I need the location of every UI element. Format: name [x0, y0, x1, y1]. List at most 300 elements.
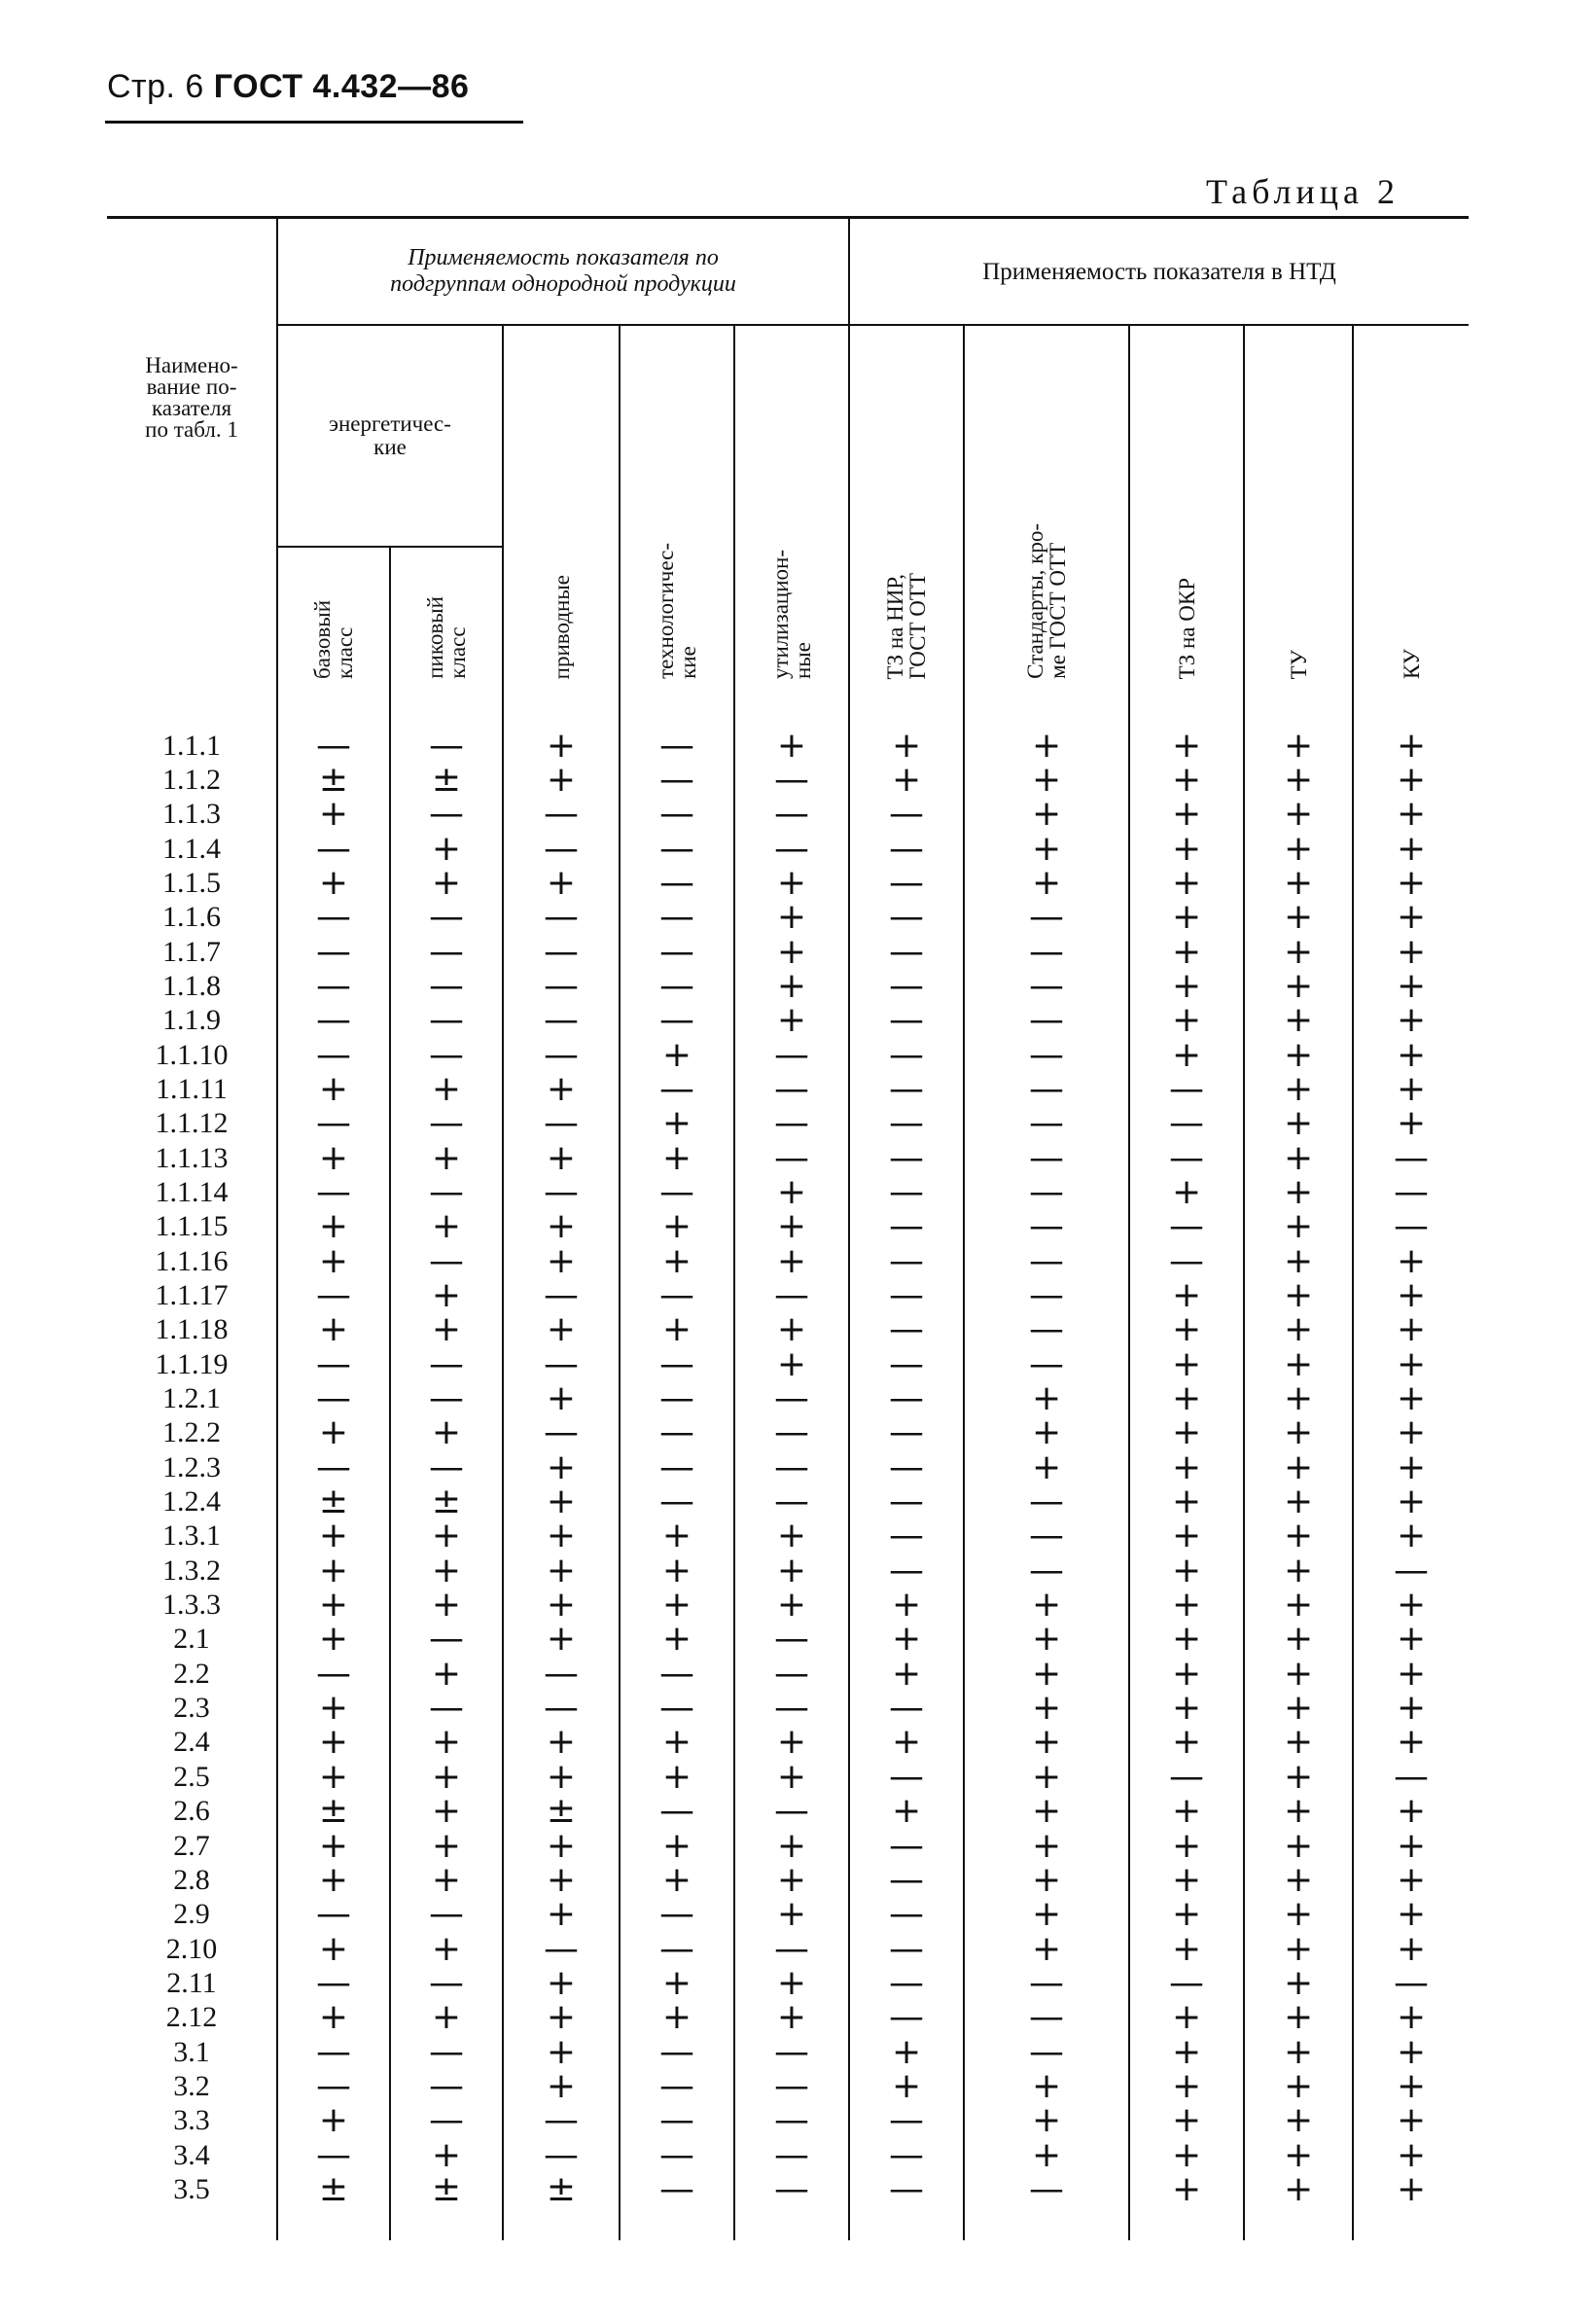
cell-ku: +	[1353, 1657, 1469, 1691]
cell-standards: —	[964, 1209, 1129, 1243]
cell-tz-nir: —	[849, 1209, 964, 1243]
cell-tu: +	[1244, 1037, 1353, 1071]
cell-drive: +	[503, 1381, 620, 1415]
cell-standards: +	[964, 1450, 1129, 1484]
group-header-products: Применяемость показателя по подгруппам однородной продукции	[277, 218, 849, 326]
cell-ku: +	[1353, 1622, 1469, 1656]
cell-peak-class: +	[390, 1278, 503, 1312]
cell-base-class: —	[277, 1175, 390, 1209]
cell-technological: —	[620, 2172, 734, 2206]
table-row	[107, 1691, 1469, 1725]
cell-technological: —	[620, 1003, 734, 1037]
cell-tz-okr: +	[1129, 763, 1244, 797]
cell-peak-class: +	[390, 1072, 503, 1106]
cell-tz-nir: —	[849, 1931, 964, 1965]
cell-tz-okr: —	[1129, 1106, 1244, 1140]
cell-tz-nir: —	[849, 969, 964, 1003]
cell-tz-okr: +	[1129, 1828, 1244, 1862]
cell-technological: —	[620, 797, 734, 831]
cell-utilization: —	[734, 1794, 849, 1828]
cell-drive: +	[503, 1518, 620, 1553]
header-separator	[107, 694, 1469, 728]
table-row	[107, 1037, 1469, 1071]
cell-standards: —	[964, 1106, 1129, 1140]
cell-utilization: +	[734, 969, 849, 1003]
cell-standards: +	[964, 1863, 1129, 1897]
cell-utilization: +	[734, 934, 849, 968]
cell-utilization: +	[734, 1588, 849, 1622]
cell-tu: +	[1244, 1140, 1353, 1174]
cell-standards: +	[964, 2137, 1129, 2171]
cell-technological: +	[620, 1037, 734, 1071]
table-row	[107, 1657, 1469, 1691]
table-row	[107, 1760, 1469, 1794]
cell-utilization: +	[734, 1966, 849, 2000]
cell-tu: +	[1244, 1931, 1353, 1965]
cell-tz-okr: +	[1129, 1691, 1244, 1725]
cell-ku: +	[1353, 1518, 1469, 1553]
table-row	[107, 1622, 1469, 1656]
cell-tz-okr: +	[1129, 2000, 1244, 2034]
cell-tz-nir: —	[849, 900, 964, 934]
cell-peak-class: —	[390, 1622, 503, 1656]
cell-tz-okr: +	[1129, 2034, 1244, 2068]
cell-technological: —	[620, 1278, 734, 1312]
cell-drive: —	[503, 1931, 620, 1965]
cell-standards: +	[964, 1828, 1129, 1862]
cell-ku: +	[1353, 1725, 1469, 1759]
row-name-cell: 1.1.11	[156, 1072, 228, 1105]
cell-base-class: +	[277, 1554, 390, 1588]
table-row	[107, 1106, 1469, 1140]
cell-drive: +	[503, 1966, 620, 2000]
cell-tz-nir: —	[849, 1966, 964, 2000]
cell-drive: +	[503, 1450, 620, 1484]
row-name-cell: 2.5	[173, 1760, 210, 1793]
row-name-cell: 1.3.1	[162, 1519, 221, 1553]
cell-technological: +	[620, 1828, 734, 1862]
cell-drive: +	[503, 866, 620, 900]
cell-peak-class: +	[390, 2137, 503, 2171]
table-row	[107, 1518, 1469, 1553]
cell-base-class: +	[277, 1518, 390, 1553]
cell-drive: —	[503, 934, 620, 968]
cell-standards: —	[964, 1484, 1129, 1518]
cell-base-class: +	[277, 866, 390, 900]
cell-standards: —	[964, 1278, 1129, 1312]
cell-drive: +	[503, 728, 620, 762]
cell-peak-class: —	[390, 934, 503, 968]
cell-ku: +	[1353, 1312, 1469, 1346]
cell-standards: —	[964, 1347, 1129, 1381]
cell-standards: +	[964, 1760, 1129, 1794]
cell-technological: —	[620, 1691, 734, 1725]
cell-tz-okr: +	[1129, 934, 1244, 968]
table-row	[107, 1209, 1469, 1243]
cell-tz-nir: +	[849, 2069, 964, 2103]
table-row	[107, 2000, 1469, 2034]
cell-utilization: +	[734, 900, 849, 934]
standard-number: ГОСТ 4.432—86	[213, 68, 470, 105]
table-row	[107, 1450, 1469, 1484]
cell-peak-class: —	[390, 1691, 503, 1725]
cell-utilization: +	[734, 728, 849, 762]
cell-tu: +	[1244, 2172, 1353, 2206]
cell-base-class: —	[277, 969, 390, 1003]
cell-drive: +	[503, 1863, 620, 1897]
cell-tz-okr: +	[1129, 1347, 1244, 1381]
cell-peak-class: —	[390, 1244, 503, 1278]
cell-drive: —	[503, 831, 620, 865]
cell-utilization: +	[734, 1725, 849, 1759]
cell-peak-class: +	[390, 866, 503, 900]
row-name-cell: 1.1.15	[155, 1210, 229, 1243]
table-row	[107, 1828, 1469, 1862]
cell-technological: +	[620, 1863, 734, 1897]
table-row	[107, 2137, 1469, 2171]
cell-drive: +	[503, 2000, 620, 2034]
cell-ku: +	[1353, 2034, 1469, 2068]
cell-utilization: —	[734, 1691, 849, 1725]
cell-peak-class: —	[390, 900, 503, 934]
cell-utilization: —	[734, 763, 849, 797]
cell-tz-okr: +	[1129, 1518, 1244, 1553]
row-name-cell: 1.1.16	[155, 1244, 229, 1277]
cell-drive: —	[503, 969, 620, 1003]
cell-ku: —	[1353, 1175, 1469, 1209]
cell-ku: +	[1353, 900, 1469, 934]
cell-base-class: —	[277, 1897, 390, 1931]
cell-technological: —	[620, 1415, 734, 1449]
cell-peak-class: —	[390, 969, 503, 1003]
cell-base-class: +	[277, 2000, 390, 2034]
table-row	[107, 1484, 1469, 1518]
row-name-cell: 2.6	[173, 1795, 210, 1828]
cell-tz-okr: +	[1129, 1794, 1244, 1828]
column-header-tu: ТУ	[1244, 325, 1353, 694]
cell-technological: +	[620, 1244, 734, 1278]
cell-ku: +	[1353, 1450, 1469, 1484]
row-name-cell: 1.1.8	[162, 969, 221, 1002]
cell-peak-class: +	[390, 1588, 503, 1622]
cell-tz-nir: —	[849, 1106, 964, 1140]
cell-tz-okr: +	[1129, 1588, 1244, 1622]
table-row	[107, 797, 1469, 831]
cell-standards: +	[964, 2069, 1129, 2103]
cell-tu: +	[1244, 797, 1353, 831]
cell-utilization: +	[734, 2000, 849, 2034]
cell-technological: —	[620, 1450, 734, 1484]
cell-drive: +	[503, 1588, 620, 1622]
cell-drive: +	[503, 1622, 620, 1656]
cell-peak-class: ±	[390, 763, 503, 797]
row-name-cell: 2.4	[173, 1726, 210, 1759]
cell-technological: —	[620, 1381, 734, 1415]
cell-tz-nir: —	[849, 2000, 964, 2034]
cell-ku: +	[1353, 1588, 1469, 1622]
cell-standards: +	[964, 1897, 1129, 1931]
cell-utilization: +	[734, 1828, 849, 1862]
cell-tz-okr: +	[1129, 900, 1244, 934]
cell-drive: —	[503, 1415, 620, 1449]
cell-technological: —	[620, 866, 734, 900]
cell-tz-okr: +	[1129, 1657, 1244, 1691]
cell-technological: —	[620, 1347, 734, 1381]
cell-ku: +	[1353, 763, 1469, 797]
cell-tz-okr: +	[1129, 1003, 1244, 1037]
cell-tu: +	[1244, 1484, 1353, 1518]
cell-peak-class: —	[390, 2034, 503, 2068]
cell-base-class: +	[277, 1588, 390, 1622]
cell-tz-nir: +	[849, 1622, 964, 1656]
cell-ku: +	[1353, 831, 1469, 865]
cell-technological: —	[620, 1175, 734, 1209]
table-tail	[107, 2206, 1469, 2240]
table-row	[107, 1244, 1469, 1278]
cell-base-class: +	[277, 1415, 390, 1449]
cell-peak-class: +	[390, 1657, 503, 1691]
cell-tz-okr: +	[1129, 2103, 1244, 2137]
cell-tz-nir: —	[849, 1828, 964, 1862]
cell-tu: +	[1244, 831, 1353, 865]
cell-peak-class: —	[390, 1897, 503, 1931]
cell-base-class: +	[277, 1760, 390, 1794]
cell-drive: +	[503, 1484, 620, 1518]
cell-base-class: —	[277, 1003, 390, 1037]
cell-drive: +	[503, 763, 620, 797]
cell-ku: +	[1353, 1347, 1469, 1381]
row-name-cell: 3.5	[173, 2172, 210, 2205]
cell-drive: +	[503, 1244, 620, 1278]
cell-tu: +	[1244, 1897, 1353, 1931]
cell-base-class: ±	[277, 763, 390, 797]
table-row	[107, 1175, 1469, 1209]
cell-ku: +	[1353, 2103, 1469, 2137]
cell-ku: +	[1353, 1828, 1469, 1862]
column-header-drive: приводные	[503, 325, 620, 694]
table-row	[107, 900, 1469, 934]
table-row	[107, 1278, 1469, 1312]
cell-tz-nir: —	[849, 831, 964, 865]
cell-peak-class: ±	[390, 1484, 503, 1518]
cell-utilization: —	[734, 1278, 849, 1312]
cell-tz-nir: —	[849, 1691, 964, 1725]
cell-drive: +	[503, 2034, 620, 2068]
row-name-cell: 2.11	[166, 1966, 217, 1999]
column-header-peak-class: пиковый класс	[390, 547, 503, 694]
cell-utilization: —	[734, 2069, 849, 2103]
cell-peak-class: ±	[390, 2172, 503, 2206]
cell-base-class: +	[277, 1828, 390, 1862]
cell-ku: +	[1353, 1072, 1469, 1106]
cell-utilization: +	[734, 1863, 849, 1897]
cell-utilization: —	[734, 797, 849, 831]
cell-peak-class: —	[390, 728, 503, 762]
cell-base-class: —	[277, 1381, 390, 1415]
cell-standards: —	[964, 2172, 1129, 2206]
cell-utilization: —	[734, 1931, 849, 1965]
cell-tz-okr: —	[1129, 1209, 1244, 1243]
cell-tu: +	[1244, 1794, 1353, 1828]
cell-ku: +	[1353, 1484, 1469, 1518]
cell-tu: +	[1244, 1381, 1353, 1415]
cell-base-class: —	[277, 934, 390, 968]
cell-ku: +	[1353, 1381, 1469, 1415]
cell-peak-class: —	[390, 1037, 503, 1071]
column-header-ku: КУ	[1353, 325, 1469, 694]
cell-peak-class: +	[390, 1140, 503, 1174]
cell-tz-okr: +	[1129, 1554, 1244, 1588]
cell-tz-okr: +	[1129, 1278, 1244, 1312]
cell-tz-nir: —	[849, 2103, 964, 2137]
cell-tz-okr: +	[1129, 1484, 1244, 1518]
table-row	[107, 969, 1469, 1003]
table-row	[107, 1347, 1469, 1381]
cell-tu: +	[1244, 1518, 1353, 1553]
cell-standards: —	[964, 1966, 1129, 2000]
row-name-cell: 1.1.4	[162, 832, 221, 865]
cell-tz-nir: —	[849, 1450, 964, 1484]
cell-peak-class: +	[390, 1828, 503, 1862]
cell-peak-class: —	[390, 2069, 503, 2103]
cell-technological: —	[620, 2137, 734, 2171]
cell-tz-okr: —	[1129, 1140, 1244, 1174]
row-name-cell: 1.2.3	[162, 1450, 221, 1483]
cell-peak-class: +	[390, 1554, 503, 1588]
page-header	[107, 68, 469, 106]
cell-tu: +	[1244, 866, 1353, 900]
column-header-tz-nir: ТЗ на НИР, ГОСТ ОТТ	[849, 325, 964, 694]
cell-peak-class: +	[390, 1794, 503, 1828]
cell-utilization: +	[734, 1897, 849, 1931]
cell-utilization: —	[734, 1484, 849, 1518]
cell-peak-class: +	[390, 831, 503, 865]
cell-ku: +	[1353, 934, 1469, 968]
cell-base-class: —	[277, 1347, 390, 1381]
cell-standards: +	[964, 728, 1129, 762]
cell-base-class: —	[277, 1657, 390, 1691]
cell-utilization: —	[734, 1415, 849, 1449]
cell-tz-nir: —	[849, 1381, 964, 1415]
cell-tu: +	[1244, 1828, 1353, 1862]
cell-base-class: +	[277, 1863, 390, 1897]
cell-peak-class: —	[390, 1003, 503, 1037]
cell-utilization: +	[734, 1209, 849, 1243]
cell-ku: —	[1353, 1554, 1469, 1588]
cell-tu: +	[1244, 1554, 1353, 1588]
cell-technological: +	[620, 1140, 734, 1174]
cell-tz-okr: +	[1129, 2069, 1244, 2103]
row-name-cell: 1.1.10	[155, 1038, 229, 1071]
cell-ku: +	[1353, 1415, 1469, 1449]
cell-tu: +	[1244, 900, 1353, 934]
cell-standards: —	[964, 1175, 1129, 1209]
cell-peak-class: —	[390, 1106, 503, 1140]
cell-tu: +	[1244, 763, 1353, 797]
cell-tu: +	[1244, 1691, 1353, 1725]
cell-tu: +	[1244, 2069, 1353, 2103]
cell-standards: —	[964, 900, 1129, 934]
cell-drive: +	[503, 1554, 620, 1588]
cell-tu: +	[1244, 1175, 1353, 1209]
row-name-cell: 2.10	[165, 1932, 218, 1965]
cell-tz-nir: —	[849, 1312, 964, 1346]
cell-ku: +	[1353, 1691, 1469, 1725]
cell-utilization: +	[734, 866, 849, 900]
cell-drive: +	[503, 1897, 620, 1931]
cell-base-class: ±	[277, 2172, 390, 2206]
cell-technological: +	[620, 1312, 734, 1346]
cell-base-class: +	[277, 797, 390, 831]
cell-standards: +	[964, 866, 1129, 900]
row-name-cell: 2.2	[173, 1657, 210, 1690]
cell-technological: +	[620, 1209, 734, 1243]
cell-standards: —	[964, 1554, 1129, 1588]
cell-technological: —	[620, 1794, 734, 1828]
cell-utilization: —	[734, 831, 849, 865]
cell-base-class: —	[277, 1037, 390, 1071]
cell-peak-class: —	[390, 1381, 503, 1415]
column-header-technological: технологичес- кие	[620, 325, 734, 694]
cell-technological: +	[620, 1725, 734, 1759]
row-name-cell: 1.1.17	[155, 1279, 229, 1312]
cell-ku: +	[1353, 1278, 1469, 1312]
cell-tz-okr: +	[1129, 797, 1244, 831]
cell-ku: —	[1353, 1760, 1469, 1794]
cell-utilization: +	[734, 1760, 849, 1794]
cell-base-class: +	[277, 1072, 390, 1106]
cell-tz-nir: +	[849, 763, 964, 797]
cell-base-class: ±	[277, 1484, 390, 1518]
cell-drive: —	[503, 1003, 620, 1037]
table-row	[107, 1897, 1469, 1931]
table-row	[107, 934, 1469, 968]
table-row	[107, 1554, 1469, 1588]
cell-base-class: —	[277, 1450, 390, 1484]
cell-tu: +	[1244, 1072, 1353, 1106]
cell-tz-nir: —	[849, 1278, 964, 1312]
page-number: Стр. 6	[107, 68, 204, 105]
cell-tz-nir: +	[849, 1588, 964, 1622]
row-name-cell: 3.3	[173, 2104, 210, 2137]
cell-peak-class: —	[390, 1450, 503, 1484]
cell-tz-okr: +	[1129, 1381, 1244, 1415]
cell-drive: +	[503, 1209, 620, 1243]
cell-tz-nir: —	[849, 1003, 964, 1037]
cell-standards: +	[964, 1588, 1129, 1622]
cell-base-class: +	[277, 1725, 390, 1759]
cell-drive: —	[503, 2137, 620, 2171]
cell-drive: +	[503, 1828, 620, 1862]
cell-base-class: +	[277, 1244, 390, 1278]
cell-tz-okr: +	[1129, 2172, 1244, 2206]
cell-standards: +	[964, 1794, 1129, 1828]
table-row	[107, 2103, 1469, 2137]
cell-base-class: +	[277, 1691, 390, 1725]
cell-tz-okr: +	[1129, 1415, 1244, 1449]
cell-utilization: —	[734, 2034, 849, 2068]
cell-tz-okr: —	[1129, 1760, 1244, 1794]
row-name-cell: 2.8	[173, 1863, 210, 1896]
table-row	[107, 2172, 1469, 2206]
cell-utilization: —	[734, 1106, 849, 1140]
table-row	[107, 1003, 1469, 1037]
row-name-cell: 3.4	[173, 2138, 210, 2171]
cell-tz-nir: —	[849, 2137, 964, 2171]
cell-ku: +	[1353, 1863, 1469, 1897]
cell-standards: +	[964, 1725, 1129, 1759]
cell-tz-nir: —	[849, 866, 964, 900]
